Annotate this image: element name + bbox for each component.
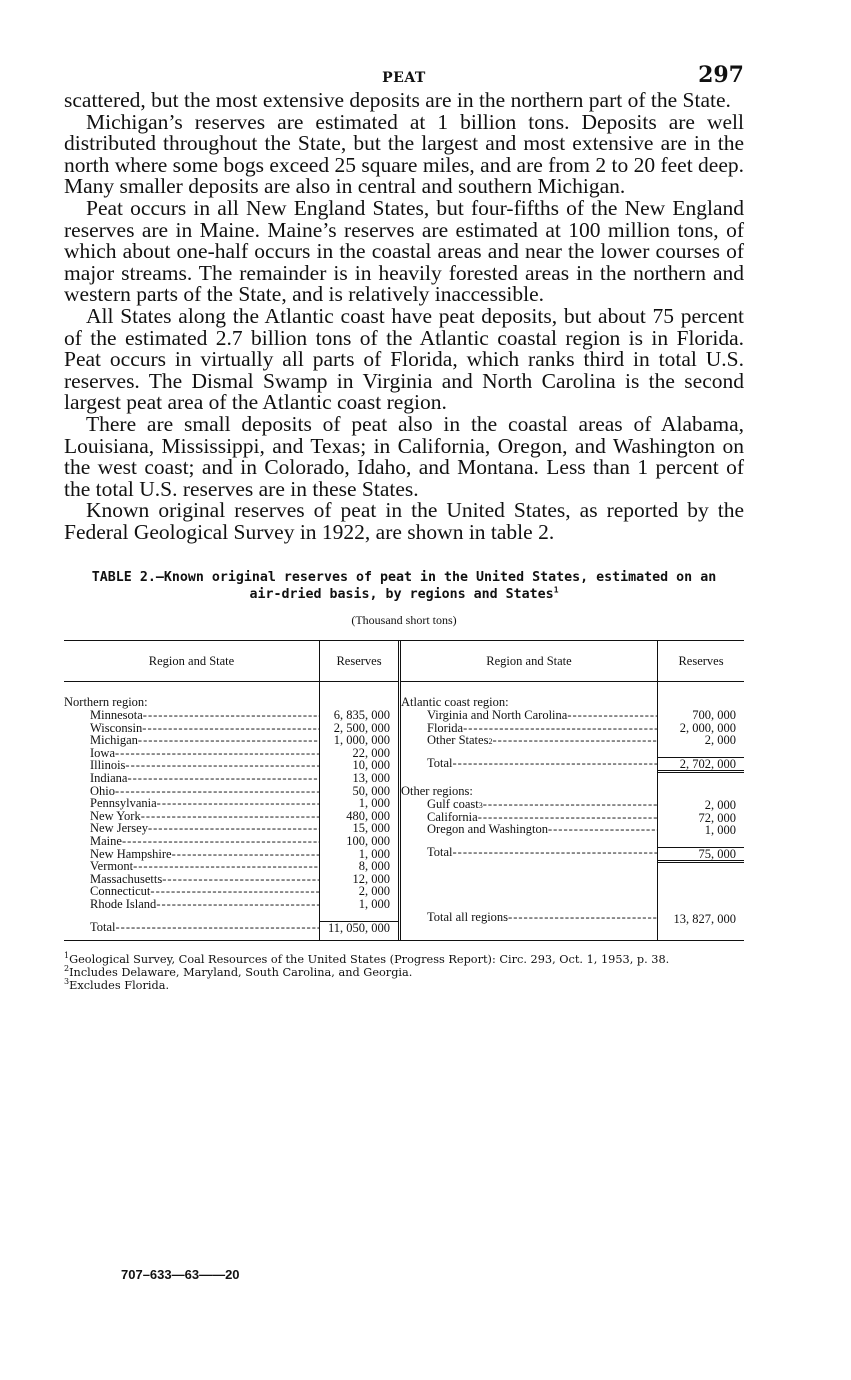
- state-name: Massachusetts: [90, 871, 163, 886]
- reserves-value: 1, 000: [358, 796, 390, 811]
- print-code: 707–633—63——20: [121, 1267, 240, 1282]
- spacer: [401, 858, 657, 911]
- table-caption-line2: air-dried basis, by regions and States: [249, 587, 554, 603]
- total-value: 2, 702, 000: [658, 757, 744, 774]
- state-list-left: [64, 682, 319, 939]
- table-caption-line1: TABLE 2.—Known original reserves of peat in the United States, estimated on an: [91, 570, 717, 586]
- paragraph: Known original reserves of peat in the United States, as reported by the Federal Geological Survey in 1922, are shown in table 2.: [64, 498, 744, 544]
- spacer: [658, 773, 744, 786]
- dot-leader: [150, 885, 319, 898]
- state-row: [64, 709, 319, 722]
- grand-total-row: [401, 911, 657, 924]
- reserves-value: 50, 000: [352, 783, 390, 798]
- reserves-value: 2, 500, 000: [333, 720, 390, 735]
- paragraph: There are small deposits of peat also in the coastal areas of Alabama, Louisiana, Mississippi, and Texas; in California, Oregon, and Washington on the west coast; and in Colorado, Idaho, and Montana. Less than 1 percent of the total U.S. reserves are in these States.: [64, 411, 744, 501]
- reserves-table: [64, 640, 744, 941]
- dot-leader: [125, 759, 319, 772]
- reserves-value: 1, 000: [704, 823, 736, 838]
- state-row: [64, 734, 319, 747]
- dot-leader: [122, 835, 319, 848]
- total-row: [64, 921, 319, 934]
- atlantic-state-rows: [401, 709, 657, 747]
- dot-leader: [141, 810, 319, 823]
- state-column-right: [401, 641, 657, 940]
- other-value-rows: [658, 799, 744, 837]
- table-caption-line2-wrap: [66, 586, 742, 603]
- dot-leader: [116, 921, 319, 934]
- reserves-list-left: [320, 682, 398, 940]
- state-name: Rhode Island: [90, 896, 157, 911]
- reserves-value: 10, 000: [352, 758, 390, 773]
- reserves-value: 100, 000: [346, 834, 390, 848]
- grand-total-label: Total all regions: [427, 910, 509, 925]
- paragraph: Peat occurs in all New England States, but four-fifths of the New England reserves are in Maine. Maine’s reserves are estimated at 100 million tons, of which about one-half occurs in the coastal areas and near the lower courses of major streams. The remainder is in heavily forested areas in the northern and western parts of the State, and is relatively inaccessible.: [64, 195, 744, 307]
- dot-leader: [143, 709, 319, 722]
- dot-leader: [463, 722, 657, 735]
- region-label: Other regions:: [401, 784, 473, 799]
- footnote: [64, 953, 744, 966]
- running-title: PEAT: [382, 70, 426, 86]
- state-name: Connecticut: [90, 884, 151, 899]
- left-value-rows: [320, 709, 398, 911]
- state-name: Indiana: [90, 771, 128, 786]
- paragraph: scattered, but the most extensive deposits are in the northern part of the State.: [64, 88, 731, 112]
- page-number: 297: [698, 62, 744, 88]
- footnote-mark: 1: [64, 951, 70, 961]
- atlantic-value-rows: [658, 709, 744, 747]
- state-name: Ohio: [90, 783, 115, 798]
- body-text: [64, 90, 744, 543]
- footnote-mark: 2: [64, 964, 70, 974]
- state-name: New Hampshire: [90, 846, 172, 861]
- total-row: [401, 757, 657, 770]
- footnote-text: Excludes Florida.: [69, 979, 170, 993]
- spacer: [658, 863, 744, 913]
- dot-leader: [162, 873, 319, 886]
- state-row: [64, 797, 319, 810]
- state-name: Wisconsin: [90, 720, 143, 735]
- footnote: [64, 979, 744, 992]
- reserves-value: 700, 000: [692, 708, 736, 723]
- reserves-value: 13, 000: [352, 771, 390, 786]
- footnote-text: Geological Survey, Coal Resources of the United States (Progress Report): Circ. 293, Oct. 1, 1953, p. 38.: [69, 953, 670, 967]
- reserves-column-right: [657, 641, 744, 940]
- paragraph: Michigan’s reserves are estimated at 1 billion tons. Deposits are well distributed throughout the State, but the largest and most extensive are in the north where some bogs exceed 25 square miles, and are from 2 to 20 feet deep. Many smaller deposits are also in central and southern Michigan.: [64, 109, 745, 199]
- state-row: [64, 835, 319, 848]
- dot-leader: [453, 757, 657, 770]
- total-label: Total: [427, 844, 453, 859]
- table-caption: [64, 569, 744, 603]
- state-name: New Jersey: [90, 821, 148, 836]
- dot-leader: [138, 734, 319, 747]
- reserves-list-right: [658, 682, 744, 932]
- dot-leader: [508, 911, 657, 924]
- other-state-rows: [401, 798, 657, 836]
- state-name: Maine: [90, 834, 122, 848]
- total-label: Total: [427, 755, 453, 770]
- reserves-value: 22, 000: [352, 745, 390, 760]
- state-row: [64, 772, 319, 785]
- footnote-mark: 3: [64, 977, 70, 987]
- reserves-value: 15, 000: [352, 821, 390, 836]
- dot-leader: [492, 734, 657, 747]
- column-header-region: Region and State: [64, 641, 319, 682]
- table-right-half: [401, 641, 744, 940]
- reserves-value: 72, 000: [698, 810, 736, 825]
- state-name: Oregon and Washington: [427, 822, 548, 837]
- state-name: Illinois: [90, 758, 126, 773]
- dot-leader: [172, 848, 319, 861]
- state-name: Gulf coast: [427, 797, 479, 812]
- reserves-value: 1, 000: [358, 896, 390, 911]
- reserves-value: 12, 000: [352, 871, 390, 886]
- dot-leader: [483, 798, 657, 811]
- column-header-reserves: Reserves: [320, 641, 398, 682]
- state-column-left: [64, 641, 319, 940]
- reserves-value: 2, 000: [358, 884, 390, 899]
- paragraph: All States along the Atlantic coast have peat deposits, but about 75 percent of the estimated 2.7 billion tons of the Atlantic coastal region is in Florida. Peat occurs in virtually all parts of Florida, which ranks third in total U.S. reserves. The Dismal Swamp in Virginia and North Carolina is the second largest peat area of the Atlantic coast region.: [64, 303, 744, 415]
- column-header-region: Region and State: [401, 641, 657, 682]
- dot-leader: [127, 772, 319, 785]
- footnote-ref: 1: [553, 586, 559, 596]
- reserves-value: 6, 835, 000: [333, 708, 390, 723]
- region-label: Atlantic coast region:: [401, 695, 509, 710]
- state-row: [64, 860, 319, 873]
- state-name: California: [427, 809, 478, 824]
- state-name: Pennsylvania: [90, 796, 157, 811]
- state-name: Iowa: [90, 745, 115, 760]
- reserves-value: 8, 000: [358, 859, 390, 874]
- state-name: New York: [90, 808, 141, 823]
- state-name: Virginia and North Carolina: [427, 708, 568, 723]
- region-label: Northern region:: [64, 695, 148, 710]
- state-row: Other States 2 -----: [401, 734, 657, 747]
- total-value: 75, 000: [658, 847, 744, 864]
- table-left-half: [64, 641, 401, 940]
- state-name: Minnesota: [90, 708, 143, 723]
- state-row: [401, 709, 657, 722]
- state-row: [64, 898, 319, 911]
- dot-leader: [156, 898, 319, 911]
- footnote-text: Includes Delaware, Maryland, South Carolina, and Georgia.: [69, 966, 413, 980]
- page: [64, 60, 744, 992]
- footnotes: [64, 953, 744, 992]
- dot-leader: [567, 709, 657, 722]
- state-row: Gulf coast 3 -----: [401, 798, 657, 811]
- dot-leader: [548, 823, 657, 836]
- state-name: Michigan: [90, 733, 138, 748]
- total-label: Total: [90, 919, 116, 934]
- dot-leader: [157, 797, 319, 810]
- state-list-right: [401, 682, 657, 930]
- reserves-value: 2, 000: [704, 733, 736, 748]
- state-name: Other States: [427, 733, 489, 748]
- total-value: 11, 050, 000: [320, 921, 398, 935]
- reserves-value: 2, 000: [704, 798, 736, 813]
- table-units: (Thousand short tons): [351, 613, 457, 628]
- footnote: [64, 966, 744, 979]
- reserves-value: 480, 000: [346, 808, 390, 823]
- state-row: [401, 823, 657, 836]
- dot-leader: [453, 846, 657, 859]
- reserves-column-left: [319, 641, 398, 940]
- column-header-reserves: Reserves: [658, 641, 744, 682]
- dot-leader: [142, 722, 319, 735]
- state-name: Florida: [427, 720, 464, 735]
- reserves-value: 1, 000, 000: [333, 733, 390, 748]
- dot-leader: [148, 822, 319, 835]
- grand-total-value: 13, 827, 000: [673, 912, 736, 927]
- dot-leader: [133, 860, 319, 873]
- total-row: [401, 846, 657, 859]
- reserves-value: 1, 000: [358, 846, 390, 861]
- spacer: [401, 769, 657, 785]
- state-name: Vermont: [90, 859, 134, 874]
- left-state-rows: [64, 709, 319, 911]
- reserves-value: 2, 000, 000: [679, 720, 736, 735]
- dot-leader: [115, 747, 319, 760]
- page-header: [64, 60, 744, 90]
